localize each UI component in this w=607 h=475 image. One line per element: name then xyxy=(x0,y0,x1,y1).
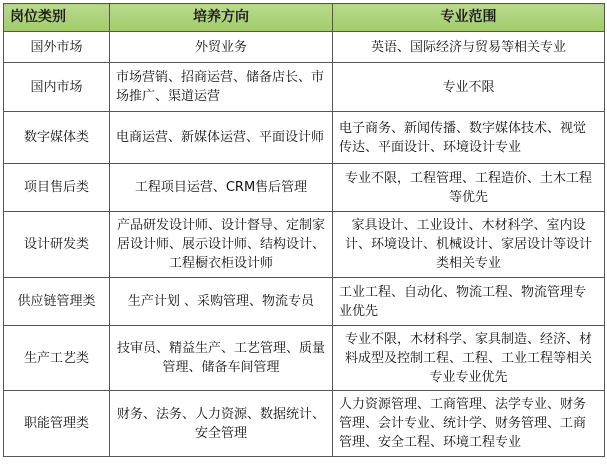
table-row xyxy=(4,112,605,164)
cell-category: 职能管理类 xyxy=(4,391,110,457)
cell-category: 供应链管理类 xyxy=(4,278,110,326)
cell-direction: 财务、法务、人力资源、数据统计、安全管理 xyxy=(110,391,333,457)
cell-majors: 电子商务、新闻传播、数字媒体技术、视觉传达、平面设计、环境设计专业 xyxy=(333,112,605,164)
cell-category: 国外市场 xyxy=(4,32,110,63)
cell-majors: 工业工程、自动化、物流工程、物流管理专业优先 xyxy=(333,278,605,326)
job-table-container xyxy=(3,3,605,457)
job-category-table xyxy=(3,3,605,457)
cell-category: 项目售后类 xyxy=(4,164,110,212)
cell-direction: 产品研发设计师、设计督导、定制家居设计师、展示设计师、结构设计、工程橱衣柜设计师 xyxy=(110,212,333,278)
cell-category: 生产工艺类 xyxy=(4,326,110,391)
header-direction: 培养方向 xyxy=(110,4,333,32)
table-row xyxy=(4,212,605,278)
cell-direction: 技审员、精益生产、工艺管理、质量管理、储备车间管理 xyxy=(110,326,333,391)
cell-majors: 人力资源管理、工商管理、法学专业、财务管理、会计专业、统计学、财务管理、工商管理、安全工程、环境工程专业 xyxy=(333,391,605,457)
cell-direction: 电商运营、新媒体运营、平面设计师 xyxy=(110,112,333,164)
cell-direction: 外贸业务 xyxy=(110,32,333,63)
cell-majors: 家具设计、工业设计、木材科学、室内设计、环境设计、机械设计、家居设计等设计类相关专业 xyxy=(333,212,605,278)
header-category: 岗位类别 xyxy=(4,4,110,32)
table-row xyxy=(4,32,605,63)
cell-direction: 工程项目运营、CRM售后管理 xyxy=(110,164,333,212)
table-row xyxy=(4,326,605,391)
cell-majors: 英语、国际经济与贸易等相关专业 xyxy=(333,32,605,63)
table-row xyxy=(4,391,605,457)
cell-category: 设计研发类 xyxy=(4,212,110,278)
cell-category: 国内市场 xyxy=(4,63,110,112)
cell-direction: 市场营销、招商运营、储备店长、市场推广、渠道运营 xyxy=(110,63,333,112)
table-header-row xyxy=(4,4,605,32)
table-row xyxy=(4,164,605,212)
header-majors: 专业范围 xyxy=(333,4,605,32)
table-row xyxy=(4,278,605,326)
cell-majors: 专业不限，工程管理、工程造价、土木工程等优先 xyxy=(333,164,605,212)
table-row xyxy=(4,63,605,112)
cell-majors: 专业不限，木材科学、家具制造、经济、材料成型及控制工程、工程、工业工程等相关专业专业优先 xyxy=(333,326,605,391)
cell-category: 数字媒体类 xyxy=(4,112,110,164)
cell-direction: 生产计划 、采购管理、物流专员 xyxy=(110,278,333,326)
cell-majors: 专业不限 xyxy=(333,63,605,112)
